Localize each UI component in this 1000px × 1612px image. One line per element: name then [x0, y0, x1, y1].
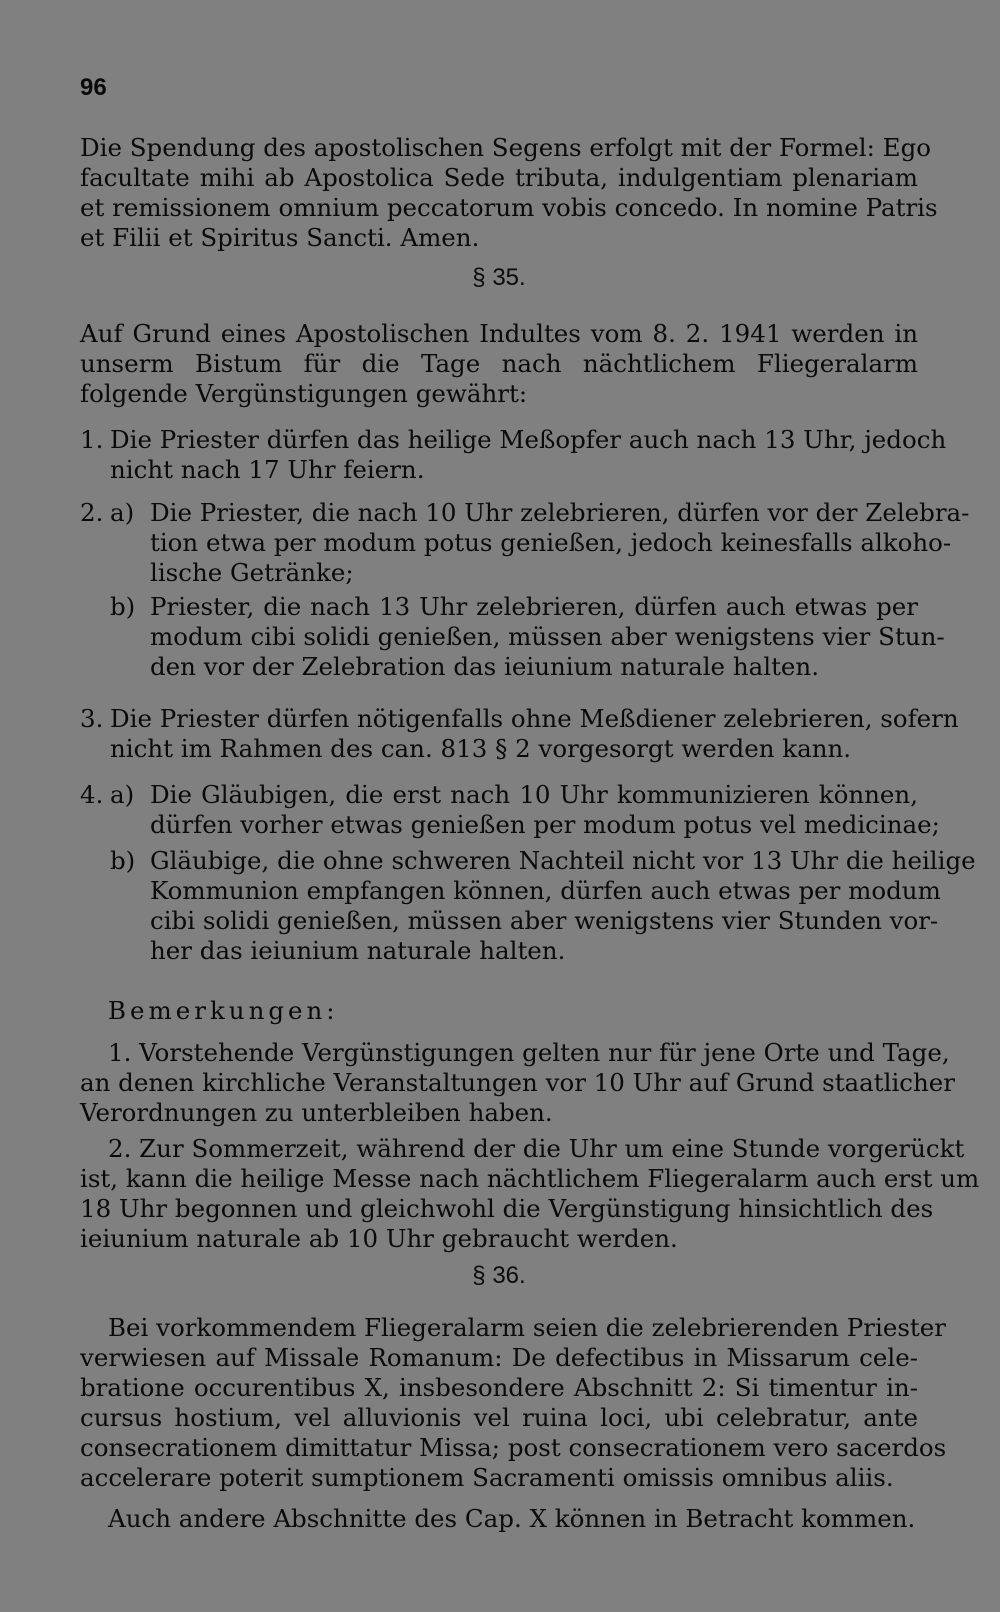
- text-line: cibi solidi genießen, müssen aber wenigstens vier Stunden vor-: [150, 906, 939, 935]
- text-line: Die Spendung des apostolischen Segens erfolgt mit der Formel: Ego: [80, 133, 932, 162]
- text-line: den vor der Zelebration das ieiunium naturale halten.: [150, 652, 819, 681]
- text-line: et remissionem omnium peccatorum vobis concedo. In nomine Patris: [80, 193, 938, 222]
- item-number: 1.: [80, 425, 104, 454]
- text-line: Priester, die nach 13 Uhr zelebrieren, dürfen auch etwas per: [150, 592, 918, 621]
- section-35-paragraph: [80, 319, 918, 409]
- item-body: [110, 425, 947, 485]
- sub-item-label: b): [110, 846, 136, 875]
- text-line: 1. Vorstehende Vergünstigungen gelten nur für jene Orte und Tage,: [108, 1038, 950, 1067]
- closing-paragraph: [80, 1504, 918, 1534]
- text-line: 18 Uhr begonnen und gleichwohl die Vergünstigung hinsichtlich des: [80, 1194, 934, 1223]
- text-line: 2. Zur Sommerzeit, während der die Uhr um eine Stunde vorgerückt: [108, 1134, 965, 1163]
- list-item-2: [80, 498, 970, 681]
- text-line: Gläubige, die ohne schweren Nachteil nicht vor 13 Uhr die heilige: [150, 846, 976, 875]
- section-heading-35: § 35.: [472, 264, 526, 291]
- sub-item-2a: [150, 498, 970, 588]
- sub-item-2b: [150, 592, 945, 682]
- text-line: ist, kann die heilige Messe nach nächtlichem Fliegeralarm auch erst um: [80, 1164, 980, 1193]
- text-line: Die Priester, die nach 10 Uhr zelebrieren, dürfen vor der Zelebra-: [150, 498, 970, 527]
- item-number: 2.: [80, 498, 104, 527]
- text-line: nicht im Rahmen des can. 813 § 2 vorgesorgt werden kann.: [110, 734, 852, 763]
- text-line: dürfen vorher etwas genießen per modum potus vel medicinae;: [150, 810, 940, 839]
- text-line: consecrationem dimittatur Missa; post consecrationem vero sacerdos: [80, 1433, 947, 1462]
- text-line: accelerare poterit sumptionem Sacramenti omissis omnibus aliis.: [80, 1463, 894, 1492]
- text-line: lische Getränke;: [150, 558, 354, 587]
- sub-item-label: a): [110, 780, 135, 809]
- item-number: 4.: [80, 780, 104, 809]
- text-line: unserm Bistum für die Tage nach nächtlichem Fliegeralarm: [80, 349, 918, 378]
- page-number: 96: [80, 74, 107, 101]
- list-item-3: [80, 704, 959, 764]
- sub-item-label: a): [110, 498, 135, 527]
- text-line: et Filii et Spiritus Sancti. Amen.: [80, 223, 480, 252]
- text-line: Kommunion empfangen können, dürfen auch etwas per modum: [150, 876, 941, 905]
- text-line: cursus hostium, vel alluvionis vel ruina loci, ubi celebratur, ante: [80, 1403, 918, 1432]
- text-line: Die Priester dürfen das heilige Meßopfer auch nach 13 Uhr, jedoch: [110, 425, 947, 454]
- text-line: modum cibi solidi genießen, müssen aber wenigstens vier Stun-: [150, 622, 945, 651]
- remarks-heading: Bemerkungen:: [108, 996, 339, 1025]
- text-line: Auf Grund eines Apostolischen Indultes vom 8. 2. 1941 werden in: [80, 319, 918, 348]
- remark-2: [80, 1134, 980, 1254]
- text-line: Die Gläubigen, die erst nach 10 Uhr kommunizieren können,: [150, 780, 918, 809]
- text-line: Auch andere Abschnitte des Cap. X können in Betracht kommen.: [108, 1504, 916, 1533]
- list-item-1: [80, 425, 947, 485]
- text-line: ieiunium naturale ab 10 Uhr gebraucht werden.: [80, 1224, 678, 1253]
- text-line: an denen kirchliche Veranstaltungen vor 10 Uhr auf Grund staatlicher: [80, 1068, 956, 1097]
- text-line: facultate mihi ab Apostolica Sede tributa, indulgentiam plenariam: [80, 163, 918, 192]
- text-line: tion etwa per modum potus genießen, jedoch keinesfalls alkoho-: [150, 528, 952, 557]
- remark-1: [80, 1038, 956, 1128]
- text-line: bratione occurentibus X, insbesondere Abschnitt 2: Si timentur in-: [80, 1373, 918, 1402]
- text-line: folgende Vergünstigungen gewährt:: [80, 379, 528, 408]
- section-36-paragraph: [80, 1313, 947, 1493]
- text-line: Bei vorkommendem Fliegeralarm seien die zelebrierenden Priester: [108, 1313, 946, 1342]
- text-line: her das ieiunium naturale halten.: [150, 936, 566, 965]
- text-line: verwiesen auf Missale Romanum: De defectibus in Missarum cele-: [80, 1343, 918, 1372]
- intro-paragraph: [80, 133, 938, 253]
- item-body: [110, 704, 959, 764]
- text-line: nicht nach 17 Uhr feiern.: [110, 455, 425, 484]
- sub-item-4a: [150, 780, 940, 840]
- sub-item-label: b): [110, 592, 136, 621]
- item-number: 3.: [80, 704, 104, 733]
- sub-item-4b: [150, 846, 976, 966]
- text-line: Verordnungen zu unterbleiben haben.: [80, 1098, 553, 1127]
- text-line: Die Priester dürfen nötigenfalls ohne Meßdiener zelebrieren, sofern: [110, 704, 959, 733]
- section-heading-36: § 36.: [472, 1262, 526, 1289]
- list-item-4: [80, 780, 976, 970]
